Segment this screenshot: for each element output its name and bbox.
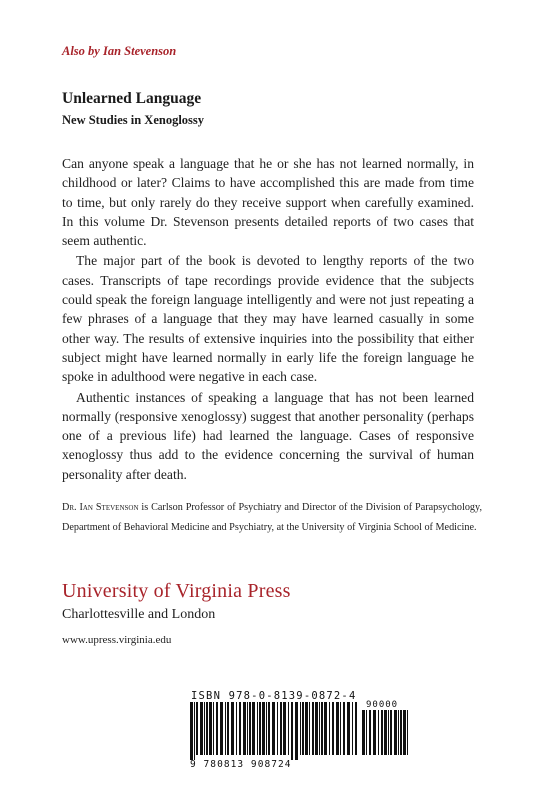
barcode-bar (355, 702, 357, 755)
barcode-bar (305, 702, 308, 755)
barcode-bar (200, 702, 203, 755)
description-paragraph: Can anyone speak a language that he or she has not learned normally, in childhood or later? Claims to have accomplished this are made from time to time, but only rarely do they receive support when carefully examined. In this volume Dr. Stevenson presents detailed reports of two cases that seem authentic. (62, 156, 474, 249)
barcode-bar (257, 702, 258, 755)
description-paragraph: The major part of the book is devoted to lengthy reports of the two cases. Transcripts of tape recordings provide evidence that the subjects could speak the foreign language intelligently and were not just repeating a few phrases of a language that they may have learned casually in some other way. The results of extensive inquiries into the possibility that either subject might have learned normally in early life the foreign language he spoke in adulthood were negative in each case. (62, 253, 474, 385)
barcode-bar (239, 702, 241, 755)
barcode-bar (196, 702, 198, 755)
barcode-bar (220, 702, 223, 755)
isbn-barcode (190, 690, 420, 774)
barcode-bar (216, 702, 218, 755)
barcode-bar (194, 702, 195, 760)
barcode-bar (319, 702, 320, 755)
barcode-bar (384, 710, 387, 755)
barcode-bar (336, 702, 339, 755)
price-addon-barcode-bars (362, 710, 410, 760)
barcode-bar (312, 702, 314, 755)
book-subtitle: New Studies in Xenoglossy (62, 113, 205, 127)
barcode-bar (288, 702, 289, 755)
barcode-bar (209, 702, 212, 755)
barcode-bar (262, 702, 265, 755)
barcode-bar (347, 702, 350, 755)
barcode-bar (390, 710, 392, 755)
barcode-bar (236, 702, 237, 755)
barcode-bar (329, 702, 330, 755)
publisher-url[interactable]: www.upress.virginia.edu (62, 634, 172, 646)
book-description (62, 154, 474, 484)
barcode-bar (283, 702, 286, 755)
barcode-bar (295, 702, 298, 760)
barcode-bar (231, 702, 234, 755)
barcode-bar (321, 702, 323, 755)
barcode-bar (381, 710, 383, 755)
barcode-bar (366, 710, 367, 755)
barcode-bar (315, 702, 318, 755)
barcode-bar (280, 702, 282, 755)
barcode-bar (309, 702, 310, 755)
barcode-bar (225, 702, 226, 755)
barcode-bar (277, 702, 278, 755)
description-paragraph: Authentic instances of speaking a language that has not been learned normally (responsive xenoglossy) suggest that another personality (perhaps one of a previous life) had learned the language. Cases of responsive xenoglossy thus add to the evidence concerning the survival of human personality after death. (62, 389, 474, 482)
barcode-bar (340, 702, 341, 755)
barcode-bar (388, 710, 389, 755)
barcode-bar (378, 710, 379, 755)
barcode-bar (291, 702, 293, 760)
barcode-bar (252, 702, 255, 755)
barcode-bar (302, 702, 304, 755)
barcode-bar (343, 702, 345, 755)
publisher-name: University of Virginia Press (62, 580, 291, 602)
barcode-bar (206, 702, 208, 755)
ean13-barcode-bars (190, 702, 358, 760)
barcode-bar (213, 702, 214, 755)
barcode-bar (398, 710, 399, 755)
barcode-bar (373, 710, 376, 755)
barcode-bar (332, 702, 334, 755)
barcode-bar (259, 702, 261, 755)
publisher-location: Charlottesville and London (62, 607, 216, 622)
barcode-bar (247, 702, 248, 755)
barcode-bar (243, 702, 246, 755)
barcode-bar (400, 710, 402, 755)
barcode-bar (352, 702, 353, 755)
barcode-bar (362, 710, 365, 755)
barcode-bar (249, 702, 251, 755)
isbn-label: ISBN 978-0-8139-0872-4 (191, 690, 357, 702)
author-bio (62, 498, 482, 537)
barcode-bar (403, 710, 406, 755)
barcode-bar (300, 702, 301, 755)
barcode-bar (272, 702, 275, 755)
barcode-bar (190, 702, 193, 760)
barcode-bar (407, 710, 408, 755)
barcode-digits: 9 780813 908724 (190, 759, 292, 770)
barcode-bar (227, 702, 229, 755)
barcode-bar (324, 702, 327, 755)
price-code: 90000 (366, 700, 399, 710)
barcode-bar (394, 710, 397, 755)
barcode-bar (268, 702, 270, 755)
author-name: Dr. Ian Stevenson (62, 502, 139, 513)
barcode-bar (369, 710, 371, 755)
barcode-bar (204, 702, 205, 755)
author-bio-text: is Carlson Professor of Psychiatry and Director of the Division of Parapsychology, Department of Behavioral Medicine and Psychiatry, at the University of Virginia School of Medicine. (62, 502, 482, 533)
book-title: Unlearned Language (62, 90, 202, 107)
barcode-bar (266, 702, 267, 755)
also-by-heading: Also by Ian Stevenson (62, 44, 177, 58)
